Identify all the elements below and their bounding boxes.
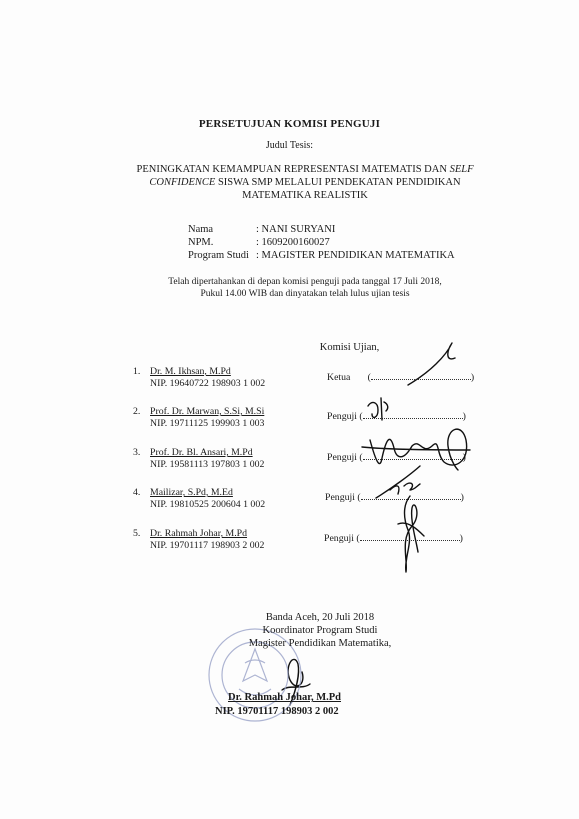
member-role: Penguji: [327, 411, 357, 422]
defense-line1: Telah dipertahankan di depan komisi penguji pada tanggal 17 Juli 2018,: [168, 277, 442, 287]
member-name: Prof. Dr. Bl. Ansari, M.Pd: [150, 447, 253, 458]
signature-close: ): [460, 492, 464, 503]
member-number: 1.: [133, 366, 141, 377]
signature-open: (: [367, 372, 371, 383]
defense-line2: Pukul 14.00 WIB dan dinyatakan telah lulus ujian tesis: [200, 289, 410, 299]
member-role: Ketua: [327, 372, 351, 383]
student-npm-label: NPM.: [188, 237, 214, 248]
thesis-line3: MATEMATIKA REALISTIK: [242, 190, 368, 201]
student-name-value: : NANI SURYANI: [256, 224, 336, 235]
signature-close: ): [459, 533, 463, 544]
member-role: Penguji: [325, 492, 355, 503]
coordinator-title: Koordinator Program Studi: [262, 625, 378, 636]
member-number: 3.: [133, 447, 141, 458]
member-number: 2.: [133, 406, 141, 417]
signature-open: (: [356, 533, 360, 544]
signature-1: [408, 343, 455, 385]
member-name: Prof. Dr. Marwan, S.Si, M.Si: [150, 406, 265, 417]
member-nip: NIP. 19581113 197803 1 002: [150, 459, 265, 470]
member-number: 5.: [133, 528, 141, 539]
thesis-line2: SISWA SMP MELALUI PENDEKATAN PENDIDIKAN: [215, 177, 461, 188]
thesis-line1-italic: SELF: [449, 164, 474, 175]
member-nip: NIP. 19810525 200604 1 002: [150, 499, 266, 510]
coordinator-program: Magister Pendidikan Matematika,: [248, 638, 392, 649]
komisi-label: Komisi Ujian,: [319, 342, 380, 353]
signature-close: ): [462, 411, 466, 422]
member-nip: NIP. 19640722 198903 1 002: [150, 378, 266, 389]
signature-3: [362, 429, 470, 470]
signature-close: ): [462, 452, 466, 463]
thesis-title-label: Judul Tesis:: [265, 140, 314, 151]
member-nip: NIP. 19701117 198903 2 002: [150, 540, 265, 551]
signature-5: [398, 496, 424, 572]
student-program-label: Program Studi: [188, 250, 249, 261]
signature-open: (: [357, 492, 361, 503]
member-role: Penguji: [327, 452, 357, 463]
coordinator-name: Dr. Rahmah Johar, M.Pd: [228, 692, 341, 703]
signature-close: ): [470, 372, 475, 383]
student-npm-value: : 1609200160027: [256, 237, 330, 248]
coordinator-place-date: Banda Aceh, 20 Juli 2018: [265, 612, 375, 623]
signature-2: [368, 398, 388, 420]
member-nip: NIP. 19711125 199903 1 003: [150, 418, 265, 429]
thesis-line2-italic: CONFIDENCE: [149, 177, 216, 188]
member-name: Dr. Rahmah Johar, M.Pd: [150, 528, 248, 539]
coordinator-nip: NIP. 19701117 198903 2 002: [215, 706, 339, 717]
student-name-label: Nama: [188, 224, 214, 235]
signature-4: [376, 466, 420, 498]
signature-open: (: [359, 452, 363, 463]
thesis-line1: PENINGKATAN KEMAMPUAN REPRESENTASI MATEMATIS DAN: [136, 164, 450, 175]
document-title: PERSETUJUAN KOMISI PENGUJI: [198, 118, 381, 130]
student-program-value: : MAGISTER PENDIDIKAN MATEMATIKA: [256, 250, 455, 261]
member-role: Penguji: [324, 533, 354, 544]
signature-open: (: [359, 411, 363, 422]
member-name: Mailizar, S.Pd, M.Ed: [150, 487, 233, 498]
member-name: Dr. M. Ikhsan, M.Pd: [150, 366, 231, 377]
member-number: 4.: [133, 487, 141, 498]
